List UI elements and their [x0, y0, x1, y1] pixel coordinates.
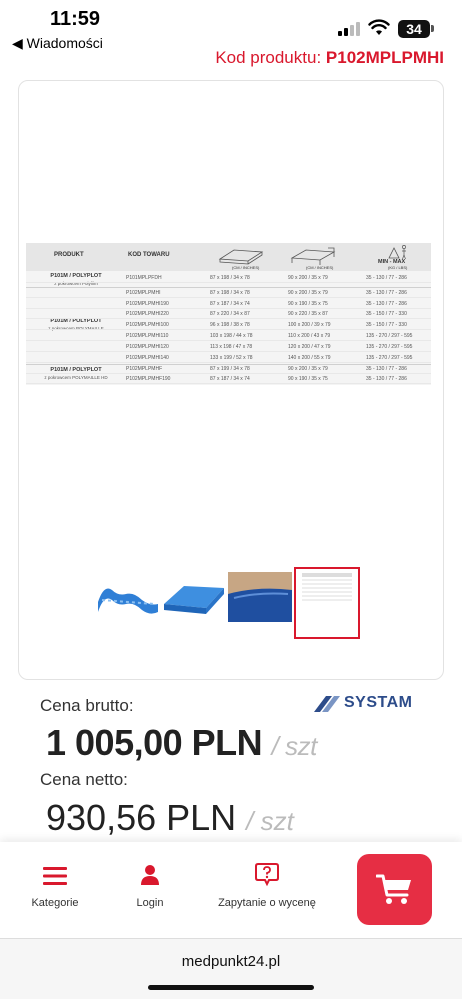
row-mattress-dim: 87 x 187 / 34 x 74	[210, 376, 250, 382]
bottom-nav	[0, 842, 462, 938]
table-row	[26, 374, 431, 384]
row-mattress-dim: 87 x 199 / 34 x 78	[210, 366, 250, 372]
home-indicator[interactable]	[148, 985, 314, 990]
header-weight: MIN - MAX	[378, 259, 406, 265]
nav-label-quote: Zapytanie o wycenę	[218, 897, 316, 909]
cart-icon	[376, 873, 414, 907]
row-mattress-dim: 87 x 220 / 34 x 87	[210, 311, 250, 317]
row-code: P102MPLPMHI140	[126, 355, 169, 361]
user-icon	[140, 864, 160, 886]
row-code: P102MPLPMHF190	[126, 376, 171, 382]
subheader-mattress: (CM / INCHES)	[232, 265, 260, 270]
thumbnail-mattress-closeup[interactable]	[228, 572, 292, 622]
row-code: P102MPLPMHI190	[126, 301, 169, 307]
row-bed-dim: 120 x 200 / 47 x 79	[288, 344, 331, 350]
row-bed-dim: 100 x 200 / 39 x 79	[288, 322, 331, 328]
nav-login[interactable]	[100, 842, 200, 938]
brand-name: SYSTAM	[344, 694, 413, 711]
gross-price-value: 1 005,00 PLN	[46, 722, 263, 763]
row-code: P102MPLPMHI	[126, 290, 161, 296]
group-name: P101M / POLYPLOT	[50, 367, 102, 373]
group-name: P101M / POLYPLOT	[50, 273, 102, 279]
spec-table-header	[26, 243, 431, 271]
bed-dimension-icon	[288, 246, 338, 266]
nav-label-categories: Kategorie	[31, 897, 79, 909]
row-mattress-dim: 87 x 198 / 34 x 78	[210, 290, 250, 296]
gross-price-unit: / szt	[271, 731, 317, 761]
row-weight: 135 - 270 / 297 - 595	[366, 344, 413, 350]
row-weight: 135 - 270 / 297 - 595	[366, 333, 413, 339]
row-weight: 35 - 130 / 77 - 286	[366, 376, 407, 382]
url-text[interactable]: medpunkt24.pl	[181, 953, 281, 970]
spec-table-image	[26, 243, 431, 385]
table-row	[26, 364, 431, 374]
battery-icon: 34	[398, 20, 430, 38]
group-sub: z pokrowcem POLYMAILLE HD	[44, 375, 108, 380]
wifi-icon	[368, 18, 390, 36]
product-code	[215, 48, 444, 68]
table-row	[26, 309, 431, 319]
signal-icon	[338, 22, 362, 36]
row-weight: 35 - 150 / 77 - 330	[366, 322, 407, 328]
row-mattress-dim: 87 x 198 / 34 x 78	[210, 275, 250, 281]
row-code: P101MPLPFDH	[126, 275, 162, 281]
row-bed-dim: 90 x 200 / 35 x 79	[288, 366, 328, 372]
net-price-unit: / szt	[246, 806, 294, 836]
group-sub: z pokrowcem Polyfilm	[54, 281, 98, 286]
subheader-weight: (KG / LBS)	[388, 265, 408, 270]
table-row	[26, 331, 431, 341]
row-weight: 135 - 270 / 297 - 595	[366, 355, 413, 361]
row-bed-dim: 110 x 200 / 43 x 79	[288, 333, 331, 339]
row-weight: 35 - 130 / 77 - 286	[366, 275, 407, 281]
gross-price-label: Cena brutto:	[40, 696, 134, 715]
thumbnail-spec-table-selected[interactable]	[294, 567, 360, 639]
product-code-label: Kod produktu:	[215, 48, 322, 67]
row-bed-dim: 90 x 200 / 35 x 79	[288, 275, 328, 281]
header-code: KOD TOWARU	[128, 252, 170, 258]
row-code: P102MPLPMHI100	[126, 322, 169, 328]
menu-icon	[43, 866, 67, 886]
thumbnail-spec-table-image	[296, 569, 358, 637]
table-row	[26, 342, 431, 352]
thumbnail-mattress-wave[interactable]	[96, 572, 160, 622]
row-code: P102MPLPMHF	[126, 366, 163, 372]
product-code-value: P102MPLPMHI	[325, 48, 444, 67]
table-row	[26, 288, 431, 298]
row-weight: 35 - 150 / 77 - 330	[366, 311, 407, 317]
row-bed-dim: 90 x 190 / 35 x 75	[288, 301, 328, 307]
row-weight: 35 - 130 / 77 - 286	[366, 366, 407, 372]
battery-tip	[431, 25, 434, 32]
weight-person-icon	[386, 244, 408, 260]
row-code: P102MPLPMHI120	[126, 344, 169, 350]
status-time: 11:59	[50, 8, 101, 30]
browser-address-bar[interactable]	[0, 938, 462, 999]
nav-quote-request[interactable]	[212, 842, 322, 938]
thumbnail-mattress-flat[interactable]	[162, 572, 226, 622]
table-row	[26, 273, 431, 283]
group-sub: z pokrowcem POLYMAILLE	[48, 326, 104, 331]
net-price	[46, 797, 294, 839]
net-price-label: Cena netto:	[40, 770, 128, 789]
row-bed-dim: 140 x 200 / 55 x 79	[288, 355, 331, 361]
nav-label-login: Login	[136, 897, 164, 909]
question-bubble-icon	[255, 862, 279, 888]
mattress-dimension-icon	[216, 246, 266, 266]
header-product: PRODUKT	[54, 252, 84, 258]
row-weight: 35 - 130 / 77 - 286	[366, 301, 407, 307]
row-mattress-dim: 113 x 198 / 47 x 78	[210, 344, 253, 350]
group-name: P101M / POLYPLOT	[50, 318, 102, 324]
row-bed-dim: 90 x 200 / 35 x 79	[288, 290, 328, 296]
row-mattress-dim: 87 x 187 / 34 x 74	[210, 301, 250, 307]
table-row	[26, 299, 431, 309]
table-row	[26, 320, 431, 330]
back-to-app-link[interactable]: ◀ Wiadomości	[12, 35, 103, 51]
gross-price	[46, 722, 317, 764]
cart-button[interactable]	[357, 854, 432, 925]
row-mattress-dim: 96 x 198 / 38 x 78	[210, 322, 250, 328]
row-weight: 35 - 130 / 77 - 286	[366, 290, 407, 296]
row-mattress-dim: 133 x 199 / 52 x 78	[210, 355, 253, 361]
nav-categories[interactable]	[5, 842, 105, 938]
row-mattress-dim: 103 x 198 / 44 x 78	[210, 333, 253, 339]
systam-logo-icon	[312, 692, 342, 716]
net-price-value: 930,56 PLN	[46, 797, 237, 838]
row-bed-dim: 90 x 190 / 35 x 75	[288, 376, 328, 382]
table-row	[26, 353, 431, 363]
row-code: P102MPLPMHI110	[126, 333, 169, 339]
row-code: P102MPLPMHI220	[126, 311, 169, 317]
row-bed-dim: 90 x 220 / 35 x 87	[288, 311, 328, 317]
subheader-bed: (CM / INCHES)	[306, 265, 334, 270]
